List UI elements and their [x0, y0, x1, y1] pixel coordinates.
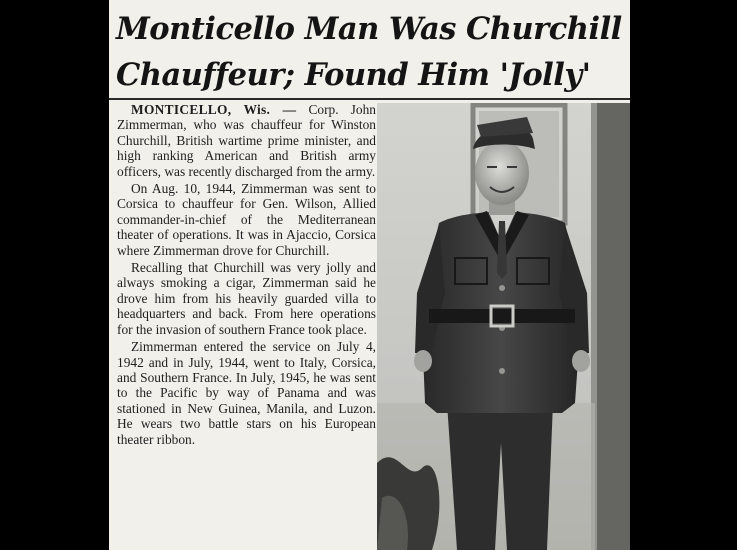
- article-paragraph: On Aug. 10, 1944, Zimmerman was sent to Corsica to chauffeur for Gen. Wilson, Allied commander-in-chief of the Mediterranean theater of operations. It was in Ajaccio, Corsica where Zimmerman drove for Churchill.: [117, 181, 376, 258]
- article-paragraph: Recalling that Churchill was very jolly and always smoking a cigar, Zimmerman said he drove him from his heavily guarded villa to headquarters and back. From here operations for the invasion of southern France took place.: [117, 260, 376, 337]
- article-column: [117, 102, 376, 449]
- soldier-photo: [377, 103, 630, 550]
- article-paragraph-text: Corp. John Zimmerman, who was chauffeur for Winston Churchill, British wartime prime minister, and high ranking American and British army officers, was recently discharged from the army.: [117, 102, 376, 179]
- headline-line-2: Chauffeur; Found Him 'Jolly': [116, 57, 591, 93]
- dateline: MONTICELLO, Wis. —: [131, 102, 297, 117]
- headline: [116, 6, 630, 98]
- headline-line-1: Monticello Man Was Churchill: [116, 11, 622, 47]
- article-paragraph: [117, 102, 376, 179]
- headline-divider: [109, 98, 630, 100]
- newspaper-clipping: [109, 0, 630, 550]
- article-paragraph: Zimmerman entered the service on July 4, 1942 and in July, 1944, went to Italy, Corsica, and Southern France. In July, 1945, he was sent to the Pacific by way of Panama and was stationed in New Guinea, Manila, and Luzon. He wears two battle stars on his European theater ribbon.: [117, 339, 376, 447]
